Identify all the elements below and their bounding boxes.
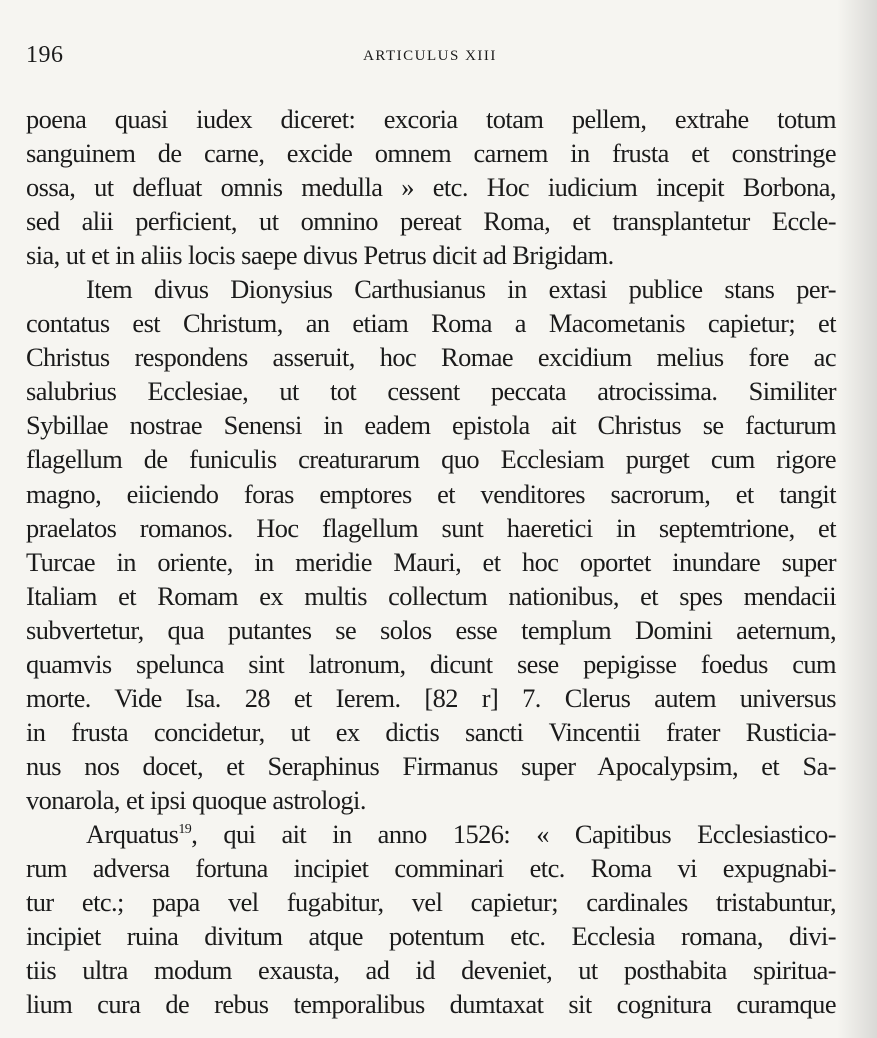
text-line: tur etc.; papa vel fugabitur, vel capietur; cardinales tristabuntur, [26,887,836,918]
text-line: sed alii perficient, ut omnino pereat Roma, et transplantetur Eccle- [26,206,836,237]
text-line: sia, ut et in aliis locis saepe divus Petrus dicit ad Brigidam. [26,240,614,271]
text-line-continuation: , qui ait in anno 1526: « Capitibus Ecclesiastico- [191,818,836,849]
author-name: Arquatus [86,818,179,849]
page-header [26,42,834,72]
text-line: tiis ultra modum exausta, ad id deveniet, ut posthabita spiritua- [26,955,836,986]
text-line: rum adversa fortuna incipiet comminari etc. Roma vi expugnabi- [26,853,836,884]
text-line: praelatos romanos. Hoc flagellum sunt haeretici in septemtrione, et [26,512,836,543]
text-line: vonarola, et ipsi quoque astrologi. [26,784,366,815]
text-line: incipiet ruina divitum atque potentum etc. Ecclesia romana, divi- [26,921,836,952]
text-line: flagellum de funiculis creaturarum quo Ecclesiam purget cum rigore [26,444,836,475]
text-line: morte. Vide Isa. 28 et Ierem. [82 r] 7. Clerus autem universus [26,682,836,713]
text-line: lium cura de rebus temporalibus dumtaxat sit cognitura curamque [26,989,836,1020]
text-line: in frusta concidetur, ut ex dictis sancti Vincentii frater Rusticia- [26,716,836,747]
text-line: nus nos docet, et Seraphinus Firmanus super Apocalypsim, et Sa- [26,750,836,781]
page-edge-shadow [837,0,877,1038]
footnote-reference: 19 [178,821,192,837]
text-line: sanguinem de carne, excide omnem carnem in frusta et constringe [26,138,836,169]
text-line: salubrius Ecclesiae, ut tot cessent peccata atrocissima. Similiter [26,376,836,407]
text-line-paragraph-start: Item divus Dionysius Carthusianus in extasi publice stans per- [86,274,836,305]
text-line: contatus est Christum, an etiam Roma a Macometanis capietur; et [26,308,836,339]
running-head: ARTICULUS XIII [363,48,497,64]
page-number: 196 [26,42,64,68]
body-text [26,102,836,1021]
text-line: Christus respondens asseruit, hoc Romae excidium melius fore ac [26,342,836,373]
text-line: poena quasi iudex diceret: excoria totam pellem, extrahe totum [26,104,836,134]
text-line: magno, eiiciendo foras emptores et venditores sacrorum, et tangit [26,478,836,509]
text-line: Turcae in oriente, in meridie Mauri, et hoc oportet inundare super [26,546,836,577]
text-line: ossa, ut defluat omnis medulla » etc. Hoc iudicium incepit Borbona, [26,172,836,203]
text-line: Italiam et Romam ex multis collectum nationibus, et spes mendacii [26,580,836,611]
text-line: quamvis spelunca sint latronum, dicunt sese pepigisse foedus cum [26,648,836,679]
text-line-paragraph-start [26,817,836,851]
text-line: Sybillae nostrae Senensi in eadem epistola ait Christus se facturum [26,410,836,441]
text-line: subvertetur, qua putantes se solos esse templum Domini aeternum, [26,614,836,645]
